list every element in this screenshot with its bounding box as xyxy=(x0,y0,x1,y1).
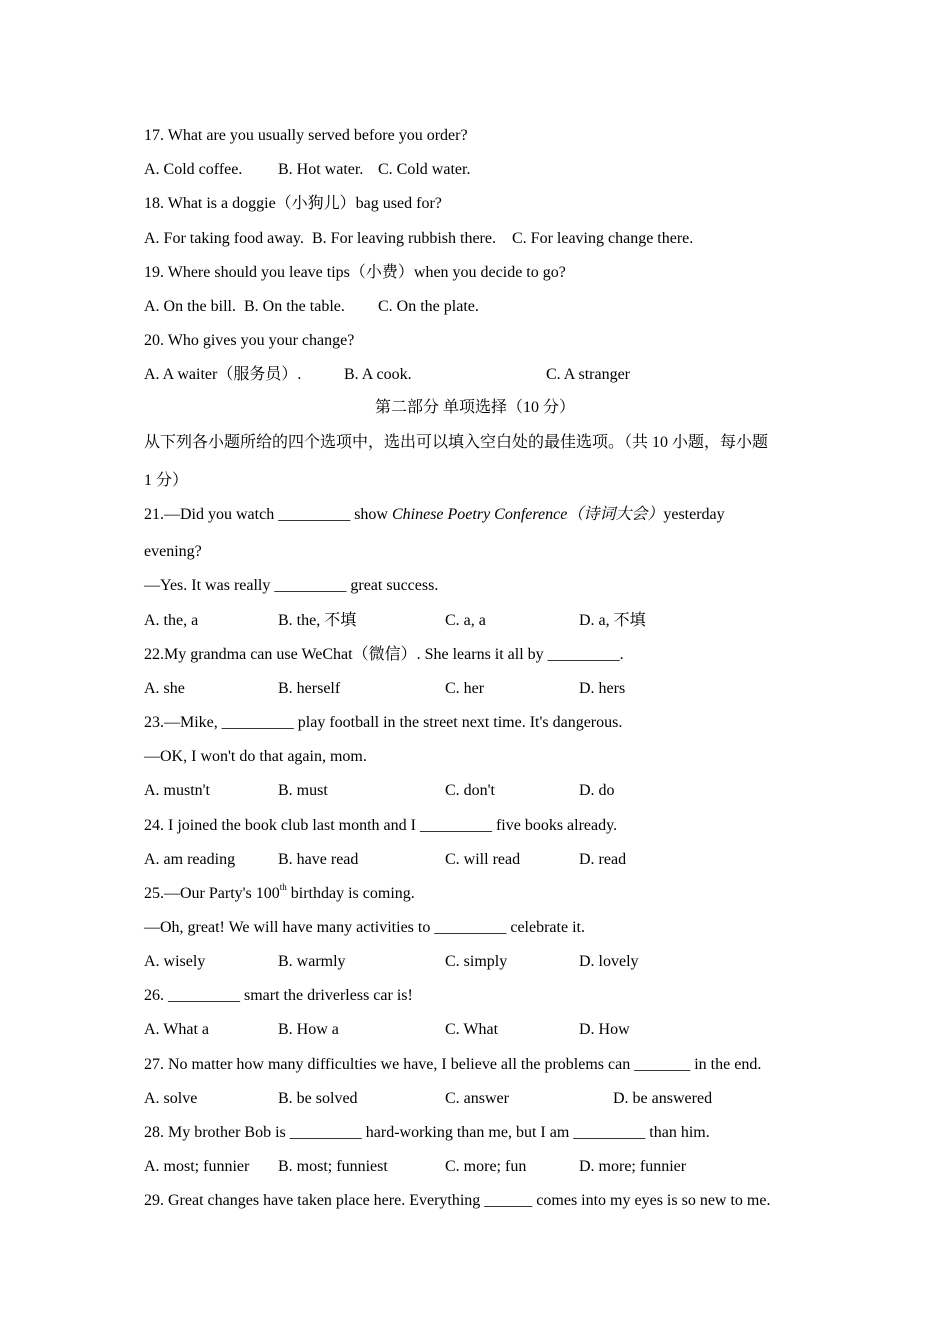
option-b: B. the, 不填 xyxy=(278,612,357,629)
option-b: B. be solved xyxy=(278,1090,358,1107)
question-17: 17. What are you usually served before you order? xyxy=(144,127,468,144)
option-b: B. warmly xyxy=(278,953,346,970)
question-25-reply: —Oh, great! We will have many activities to _________ celebrate it. xyxy=(144,919,585,936)
option-b: B. How a xyxy=(278,1021,339,1038)
option-b: B. On the table. xyxy=(244,298,345,315)
question-18: 18. What is a doggie（小狗儿）bag used for? xyxy=(144,195,442,212)
option-a: A. For taking food away. xyxy=(144,230,304,247)
option-c: C. a, a xyxy=(445,612,486,629)
section-instruction-cont: 1 分） xyxy=(144,472,189,489)
option-d: D. hers xyxy=(579,680,626,697)
option-c: C. will read xyxy=(445,851,521,868)
option-c: C. Cold water. xyxy=(378,161,471,178)
question-21-title: Chinese Poetry Conference（诗词大会） xyxy=(391,506,664,523)
option-c: C. don't xyxy=(445,782,495,799)
question-29: 29. Great changes have taken place here. Everything ______ comes into my eyes is so new to me. xyxy=(144,1192,771,1209)
option-a: A. On the bill. xyxy=(144,298,236,315)
section-heading: 第二部分 单项选择（10 分） xyxy=(374,399,575,416)
question-25 xyxy=(144,884,415,904)
question-24: 24. I joined the book club last month and I _________ five books already. xyxy=(144,817,618,834)
question-19: 19. Where should you leave tips（小费）when you decide to go? xyxy=(144,264,566,281)
option-c: C. more; fun xyxy=(445,1158,527,1175)
option-c: C. simply xyxy=(445,953,508,970)
question-23: 23.—Mike, _________ play football in the street next time. It's dangerous. xyxy=(144,714,623,731)
option-a: A. the, a xyxy=(144,612,199,629)
option-a: A. most; funnier xyxy=(144,1158,250,1175)
option-d: D. be answered xyxy=(613,1090,713,1107)
option-b: B. A cook. xyxy=(344,366,412,383)
question-26: 26. _________ smart the driverless car is! xyxy=(144,987,413,1004)
ordinal-suffix: th xyxy=(279,882,287,892)
question-27: 27. No matter how many difficulties we have, I believe all the problems can _______ in the end. xyxy=(144,1056,762,1073)
option-d: D. more; funnier xyxy=(579,1158,687,1175)
option-a: A. solve xyxy=(144,1090,198,1107)
option-c: C. answer xyxy=(445,1090,509,1107)
option-a: A. am reading xyxy=(144,851,236,868)
option-b: B. For leaving rubbish there. xyxy=(312,230,496,247)
question-21-cont: evening? xyxy=(144,543,202,560)
question-25-stem: 25.—Our Party's 100 xyxy=(144,885,280,902)
option-a: A. Cold coffee. xyxy=(144,161,243,178)
option-b: B. Hot water. xyxy=(278,161,364,178)
option-d: D. lovely xyxy=(579,953,639,970)
question-21-reply: —Yes. It was really _________ great success. xyxy=(144,577,439,594)
option-a: A. mustn't xyxy=(144,782,210,799)
question-21-stem-end: yesterday xyxy=(663,506,725,523)
question-22: 22.My grandma can use WeChat（微信）. She learns it all by _________. xyxy=(144,646,624,663)
option-c: C. her xyxy=(445,680,485,697)
option-a: A. A waiter（服务员）. xyxy=(144,366,302,383)
question-20: 20. Who gives you your change? xyxy=(144,332,355,349)
option-b: B. must xyxy=(278,782,328,799)
option-a: A. What a xyxy=(144,1021,210,1038)
question-21-stem: 21.—Did you watch _________ show xyxy=(144,506,392,523)
question-21 xyxy=(144,505,725,525)
option-b: B. most; funniest xyxy=(278,1158,388,1175)
option-d: D. a, 不填 xyxy=(579,612,646,629)
option-a: A. wisely xyxy=(144,953,206,970)
option-c: C. For leaving change there. xyxy=(512,230,694,247)
question-25-stem-end: birthday is coming. xyxy=(286,885,415,902)
option-d: D. read xyxy=(579,851,627,868)
option-d: D. How xyxy=(579,1021,630,1038)
option-d: D. do xyxy=(579,782,615,799)
option-c: C. A stranger xyxy=(546,366,630,383)
option-c: C. What xyxy=(445,1021,499,1038)
option-b: B. have read xyxy=(278,851,359,868)
question-23-reply: —OK, I won't do that again, mom. xyxy=(144,748,367,765)
option-a: A. she xyxy=(144,680,185,697)
section-instruction: 从下列各小题所给的四个选项中，选出可以填入空白处的最佳选项。（共 10 小题，每小题 xyxy=(144,434,769,451)
option-c: C. On the plate. xyxy=(378,298,479,315)
option-b: B. herself xyxy=(278,680,341,697)
question-28: 28. My brother Bob is _________ hard-working than me, but I am _________ than him. xyxy=(144,1124,710,1141)
